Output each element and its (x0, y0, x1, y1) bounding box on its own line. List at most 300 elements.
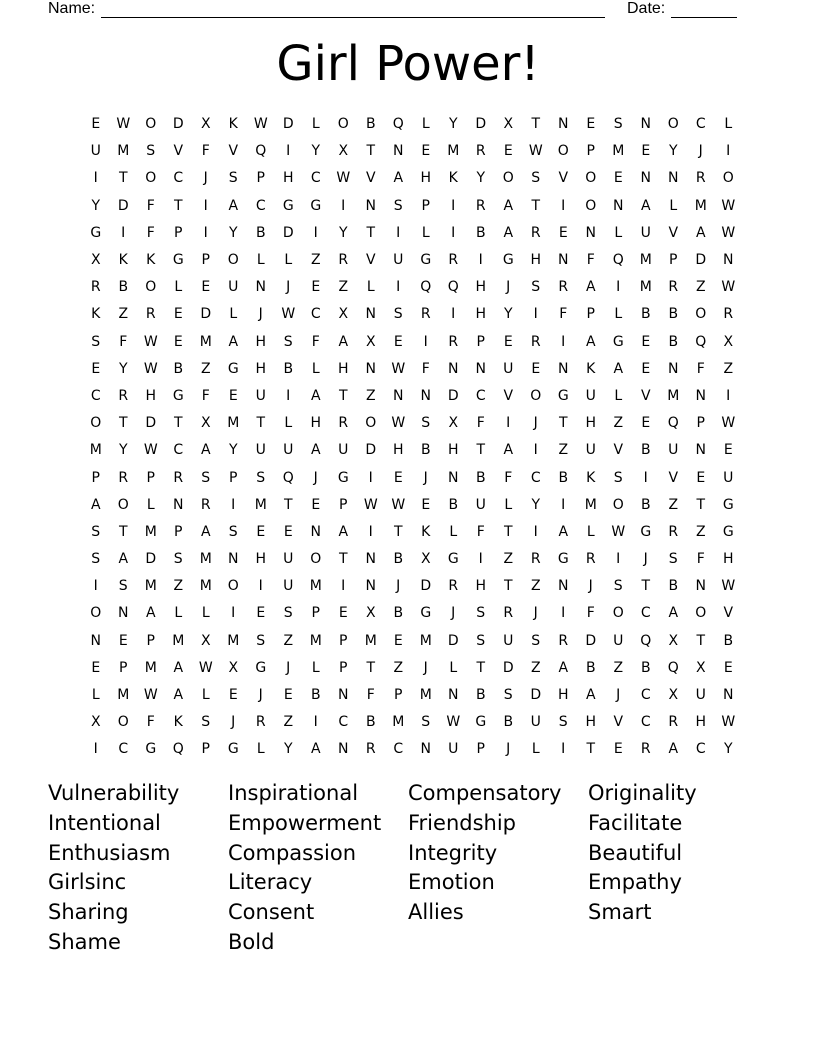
grid-letter[interactable]: O (365, 415, 377, 432)
grid-letter[interactable]: X (695, 659, 706, 676)
grid-letter[interactable]: O (667, 116, 679, 133)
grid-letter[interactable]: B (393, 605, 404, 622)
grid-letter[interactable]: U (283, 551, 294, 568)
grid-letter[interactable]: B (365, 116, 376, 133)
grid-letter[interactable]: E (173, 306, 183, 323)
grid-letter[interactable]: I (506, 415, 511, 432)
grid-letter[interactable]: R (530, 551, 541, 568)
grid-letter[interactable]: R (448, 252, 459, 269)
grid-letter[interactable]: S (668, 551, 678, 568)
grid-letter[interactable]: R (338, 252, 349, 269)
grid-letter[interactable]: Y (228, 224, 238, 241)
grid-letter[interactable]: Z (200, 360, 211, 377)
grid-letter[interactable]: E (283, 523, 293, 540)
grid-letter[interactable]: C (173, 442, 184, 459)
grid-letter[interactable]: B (640, 306, 651, 323)
grid-letter[interactable]: W (363, 496, 378, 513)
grid-letter[interactable]: T (118, 523, 128, 540)
grid-letter[interactable]: S (256, 632, 266, 649)
grid-letter[interactable]: P (339, 632, 348, 649)
grid-letter[interactable]: N (475, 360, 486, 377)
grid-letter[interactable]: K (448, 170, 458, 187)
grid-letter[interactable]: T (338, 551, 348, 568)
grid-letter[interactable]: I (561, 333, 566, 350)
grid-letter[interactable]: V (613, 714, 624, 731)
grid-letter[interactable]: G (227, 360, 239, 377)
grid-letter[interactable]: A (558, 659, 569, 676)
grid-letter[interactable]: P (311, 605, 320, 622)
grid-letter[interactable]: E (613, 741, 623, 758)
grid-letter[interactable]: Y (531, 496, 541, 513)
grid-letter[interactable]: A (585, 279, 596, 296)
grid-letter[interactable]: R (338, 415, 349, 432)
grid-letter[interactable]: C (173, 170, 184, 187)
grid-letter[interactable]: W (721, 578, 736, 595)
grid-letter[interactable]: E (503, 333, 513, 350)
grid-letter[interactable]: J (396, 578, 401, 595)
grid-letter[interactable]: P (669, 252, 678, 269)
date-blank-line[interactable] (671, 1, 737, 18)
grid-letter[interactable]: E (586, 116, 596, 133)
grid-letter[interactable]: B (365, 714, 376, 731)
grid-letter[interactable]: X (200, 632, 211, 649)
grid-letter[interactable]: N (558, 116, 569, 133)
grid-letter[interactable]: A (613, 360, 624, 377)
grid-letter[interactable]: M (584, 496, 597, 513)
grid-letter[interactable]: M (117, 687, 130, 704)
grid-letter[interactable]: U (283, 442, 294, 459)
grid-letter[interactable]: V (173, 143, 184, 160)
grid-letter[interactable]: N (585, 224, 596, 241)
grid-letter[interactable]: J (258, 687, 263, 704)
grid-letter[interactable]: R (255, 714, 266, 731)
grid-letter[interactable]: B (585, 659, 596, 676)
grid-letter[interactable]: Y (228, 442, 238, 459)
grid-letter[interactable]: R (640, 741, 651, 758)
grid-letter[interactable]: G (172, 252, 184, 269)
grid-letter[interactable]: G (145, 741, 157, 758)
grid-letter[interactable]: A (90, 496, 101, 513)
grid-letter[interactable]: U (228, 279, 239, 296)
grid-letter[interactable]: Z (393, 659, 404, 676)
grid-letter[interactable]: H (475, 306, 487, 323)
grid-letter[interactable]: Y (668, 143, 678, 160)
grid-letter[interactable]: T (531, 116, 541, 133)
grid-letter[interactable]: I (451, 306, 456, 323)
grid-letter[interactable]: O (117, 496, 129, 513)
grid-letter[interactable]: S (531, 632, 541, 649)
grid-letter[interactable]: J (451, 605, 456, 622)
grid-letter[interactable]: I (561, 741, 566, 758)
grid-letter[interactable]: U (90, 143, 101, 160)
grid-letter[interactable]: I (643, 469, 648, 486)
grid-letter[interactable]: Z (613, 659, 624, 676)
grid-letter[interactable]: N (448, 360, 459, 377)
grid-letter[interactable]: P (476, 741, 485, 758)
grid-letter[interactable]: X (338, 306, 349, 323)
grid-letter[interactable]: M (144, 578, 157, 595)
grid-letter[interactable]: Q (667, 415, 679, 432)
grid-letter[interactable]: R (503, 605, 514, 622)
grid-letter[interactable]: F (119, 333, 128, 350)
grid-letter[interactable]: C (530, 469, 541, 486)
grid-letter[interactable]: R (475, 197, 486, 214)
grid-letter[interactable]: O (585, 170, 597, 187)
grid-letter[interactable]: A (173, 687, 184, 704)
grid-letter[interactable]: X (668, 687, 679, 704)
grid-letter[interactable]: J (506, 741, 511, 758)
grid-letter[interactable]: Z (310, 252, 321, 269)
grid-letter[interactable]: N (558, 252, 569, 269)
grid-letter[interactable]: E (256, 605, 266, 622)
grid-letter[interactable]: I (533, 306, 538, 323)
grid-letter[interactable]: B (173, 360, 184, 377)
grid-letter[interactable]: Q (392, 116, 404, 133)
grid-letter[interactable]: E (91, 360, 101, 377)
grid-letter[interactable]: M (309, 632, 322, 649)
grid-letter[interactable]: P (174, 523, 183, 540)
grid-letter[interactable]: A (668, 605, 679, 622)
grid-letter[interactable]: C (338, 714, 349, 731)
grid-letter[interactable]: N (393, 387, 404, 404)
grid-letter[interactable]: Q (420, 279, 432, 296)
grid-letter[interactable]: H (447, 442, 459, 459)
grid-letter[interactable]: L (614, 306, 623, 323)
grid-letter[interactable]: P (146, 469, 155, 486)
grid-letter[interactable]: S (421, 714, 431, 731)
grid-letter[interactable]: K (118, 252, 128, 269)
grid-letter[interactable]: U (530, 714, 541, 731)
grid-letter[interactable]: U (640, 224, 651, 241)
grid-letter[interactable]: N (420, 387, 431, 404)
grid-letter[interactable]: I (616, 279, 621, 296)
grid-letter[interactable]: U (448, 741, 459, 758)
grid-letter[interactable]: E (641, 415, 651, 432)
grid-letter[interactable]: Y (448, 116, 458, 133)
grid-letter[interactable]: N (90, 632, 101, 649)
grid-letter[interactable]: S (146, 143, 156, 160)
grid-letter[interactable]: S (393, 197, 403, 214)
grid-letter[interactable]: U (255, 387, 266, 404)
grid-letter[interactable]: E (228, 387, 238, 404)
grid-letter[interactable]: M (392, 714, 405, 731)
grid-letter[interactable]: R (530, 224, 541, 241)
grid-letter[interactable]: I (341, 197, 346, 214)
grid-letter[interactable]: L (311, 116, 320, 133)
grid-letter[interactable]: E (228, 687, 238, 704)
grid-letter[interactable]: W (281, 306, 296, 323)
grid-letter[interactable]: G (640, 523, 652, 540)
grid-letter[interactable]: V (668, 224, 679, 241)
grid-letter[interactable]: O (227, 252, 239, 269)
grid-letter[interactable]: B (118, 279, 129, 296)
grid-letter[interactable]: H (475, 279, 487, 296)
grid-letter[interactable]: P (696, 415, 705, 432)
grid-letter[interactable]: W (721, 279, 736, 296)
grid-letter[interactable]: S (613, 116, 623, 133)
grid-letter[interactable]: P (476, 333, 485, 350)
grid-letter[interactable]: E (641, 333, 651, 350)
grid-letter[interactable]: S (421, 415, 431, 432)
grid-letter[interactable]: T (118, 170, 128, 187)
grid-letter[interactable]: N (613, 197, 624, 214)
grid-letter[interactable]: F (504, 469, 513, 486)
grid-letter[interactable]: J (423, 659, 428, 676)
grid-letter[interactable]: W (253, 116, 268, 133)
grid-letter[interactable]: R (558, 632, 569, 649)
grid-letter[interactable]: X (338, 143, 349, 160)
grid-letter[interactable]: L (256, 252, 265, 269)
grid-letter[interactable]: O (557, 143, 569, 160)
grid-letter[interactable]: I (313, 224, 318, 241)
grid-letter[interactable]: Y (503, 306, 513, 323)
grid-letter[interactable]: W (143, 360, 158, 377)
grid-letter[interactable]: G (502, 252, 514, 269)
grid-letter[interactable]: W (721, 714, 736, 731)
grid-letter[interactable]: I (93, 578, 98, 595)
grid-letter[interactable]: O (337, 116, 349, 133)
grid-letter[interactable]: I (726, 387, 731, 404)
grid-letter[interactable]: F (201, 143, 210, 160)
grid-letter[interactable]: P (394, 687, 403, 704)
grid-letter[interactable]: H (310, 415, 322, 432)
grid-letter[interactable]: C (475, 387, 486, 404)
grid-letter[interactable]: N (558, 578, 569, 595)
grid-letter[interactable]: W (391, 496, 406, 513)
grid-letter[interactable]: E (201, 279, 211, 296)
grid-letter[interactable]: F (696, 551, 705, 568)
grid-letter[interactable]: I (121, 224, 126, 241)
grid-letter[interactable]: U (503, 632, 514, 649)
grid-letter[interactable]: U (503, 360, 514, 377)
grid-letter[interactable]: B (640, 496, 651, 513)
grid-letter[interactable]: W (143, 333, 158, 350)
grid-letter[interactable]: L (284, 252, 293, 269)
grid-letter[interactable]: Y (338, 224, 348, 241)
grid-letter[interactable]: Z (558, 442, 569, 459)
grid-letter[interactable]: W (116, 116, 131, 133)
grid-letter[interactable]: K (228, 116, 238, 133)
grid-letter[interactable]: L (174, 279, 183, 296)
grid-letter[interactable]: P (339, 496, 348, 513)
grid-letter[interactable]: T (366, 224, 376, 241)
grid-letter[interactable]: I (561, 197, 566, 214)
grid-letter[interactable]: L (449, 659, 458, 676)
grid-letter[interactable]: G (255, 659, 267, 676)
grid-letter[interactable]: Z (283, 714, 294, 731)
grid-letter[interactable]: M (172, 632, 185, 649)
grid-letter[interactable]: H (585, 415, 597, 432)
grid-letter[interactable]: C (640, 605, 651, 622)
grid-letter[interactable]: D (502, 659, 514, 676)
grid-letter[interactable]: C (310, 170, 321, 187)
grid-letter[interactable]: T (531, 197, 541, 214)
grid-letter[interactable]: J (231, 714, 236, 731)
grid-letter[interactable]: E (421, 143, 431, 160)
grid-letter[interactable]: A (338, 333, 349, 350)
grid-letter[interactable]: A (338, 523, 349, 540)
grid-letter[interactable]: L (311, 659, 320, 676)
grid-letter[interactable]: S (503, 687, 513, 704)
grid-letter[interactable]: A (228, 333, 239, 350)
grid-letter[interactable]: H (557, 687, 569, 704)
grid-letter[interactable]: X (420, 551, 431, 568)
grid-letter[interactable]: R (448, 578, 459, 595)
grid-letter[interactable]: H (695, 714, 707, 731)
grid-letter[interactable]: Z (503, 551, 514, 568)
grid-letter[interactable]: N (118, 605, 129, 622)
grid-letter[interactable]: G (557, 387, 569, 404)
grid-letter[interactable]: C (393, 741, 404, 758)
grid-letter[interactable]: I (533, 442, 538, 459)
grid-letter[interactable]: U (723, 469, 734, 486)
grid-letter[interactable]: O (695, 605, 707, 622)
grid-letter[interactable]: B (640, 442, 651, 459)
grid-letter[interactable]: V (668, 469, 679, 486)
grid-letter[interactable]: V (365, 170, 376, 187)
grid-letter[interactable]: M (447, 143, 460, 160)
grid-letter[interactable]: L (229, 306, 238, 323)
grid-letter[interactable]: R (695, 170, 706, 187)
grid-letter[interactable]: E (558, 224, 568, 241)
grid-letter[interactable]: D (145, 415, 157, 432)
name-blank-line[interactable] (101, 1, 605, 18)
grid-letter[interactable]: C (695, 116, 706, 133)
grid-letter[interactable]: E (503, 143, 513, 160)
grid-letter[interactable]: I (286, 387, 291, 404)
grid-letter[interactable]: M (364, 632, 377, 649)
grid-letter[interactable]: R (118, 469, 129, 486)
grid-letter[interactable]: D (585, 632, 597, 649)
grid-letter[interactable]: W (198, 659, 213, 676)
grid-letter[interactable]: K (421, 523, 431, 540)
grid-letter[interactable]: N (365, 360, 376, 377)
grid-letter[interactable]: S (476, 632, 486, 649)
grid-letter[interactable]: E (338, 605, 348, 622)
grid-letter[interactable]: R (173, 469, 184, 486)
grid-letter[interactable]: E (393, 469, 403, 486)
grid-letter[interactable]: J (588, 578, 593, 595)
grid-letter[interactable]: M (419, 687, 432, 704)
grid-letter[interactable]: X (200, 415, 211, 432)
grid-letter[interactable]: H (475, 578, 487, 595)
grid-letter[interactable]: N (338, 687, 349, 704)
grid-letter[interactable]: X (200, 116, 211, 133)
grid-letter[interactable]: Z (695, 279, 706, 296)
grid-letter[interactable]: V (503, 387, 514, 404)
grid-letter[interactable]: W (143, 442, 158, 459)
grid-letter[interactable]: U (338, 442, 349, 459)
grid-letter[interactable]: L (614, 224, 623, 241)
grid-letter[interactable]: H (392, 442, 404, 459)
grid-letter[interactable]: Y (118, 360, 128, 377)
grid-letter[interactable]: A (310, 442, 321, 459)
grid-letter[interactable]: G (612, 333, 624, 350)
grid-letter[interactable]: C (90, 387, 101, 404)
grid-letter[interactable]: E (723, 659, 733, 676)
grid-letter[interactable]: T (503, 523, 513, 540)
grid-letter[interactable]: H (255, 551, 267, 568)
grid-letter[interactable]: S (228, 523, 238, 540)
grid-letter[interactable]: P (146, 632, 155, 649)
grid-letter[interactable]: H (420, 170, 432, 187)
grid-letter[interactable]: R (475, 143, 486, 160)
grid-letter[interactable]: S (256, 469, 266, 486)
grid-letter[interactable]: D (447, 387, 459, 404)
grid-letter[interactable]: G (310, 197, 322, 214)
grid-letter[interactable]: N (228, 551, 239, 568)
grid-letter[interactable]: M (639, 279, 652, 296)
grid-letter[interactable]: L (146, 496, 155, 513)
grid-letter[interactable]: H (530, 252, 542, 269)
grid-letter[interactable]: O (117, 714, 129, 731)
grid-letter[interactable]: E (91, 116, 101, 133)
grid-letter[interactable]: G (420, 252, 432, 269)
grid-letter[interactable]: K (586, 469, 596, 486)
grid-letter[interactable]: H (255, 360, 267, 377)
grid-letter[interactable]: A (228, 197, 239, 214)
grid-letter[interactable]: X (503, 116, 514, 133)
grid-letter[interactable]: N (695, 442, 706, 459)
grid-letter[interactable]: X (365, 605, 376, 622)
grid-letter[interactable]: V (613, 442, 624, 459)
grid-letter[interactable]: M (639, 252, 652, 269)
grid-letter[interactable]: B (475, 469, 486, 486)
grid-letter[interactable]: A (503, 442, 514, 459)
grid-letter[interactable]: W (721, 224, 736, 241)
grid-letter[interactable]: R (668, 279, 679, 296)
grid-letter[interactable]: J (616, 687, 621, 704)
grid-letter[interactable]: Z (118, 306, 129, 323)
grid-letter[interactable]: S (173, 551, 183, 568)
grid-letter[interactable]: P (339, 659, 348, 676)
grid-letter[interactable]: E (531, 360, 541, 377)
grid-letter[interactable]: S (613, 469, 623, 486)
grid-letter[interactable]: J (286, 279, 291, 296)
grid-letter[interactable]: P (91, 469, 100, 486)
grid-letter[interactable]: T (696, 496, 706, 513)
grid-letter[interactable]: A (173, 659, 184, 676)
grid-letter[interactable]: R (585, 551, 596, 568)
grid-letter[interactable]: W (611, 523, 626, 540)
grid-letter[interactable]: M (199, 333, 212, 350)
grid-letter[interactable]: L (201, 605, 210, 622)
grid-letter[interactable]: S (558, 714, 568, 731)
grid-letter[interactable]: F (559, 306, 568, 323)
grid-letter[interactable]: B (475, 224, 486, 241)
grid-letter[interactable]: M (117, 143, 130, 160)
grid-letter[interactable]: T (476, 442, 486, 459)
grid-letter[interactable]: Y (311, 143, 321, 160)
grid-letter[interactable]: Z (668, 496, 679, 513)
grid-letter[interactable]: Q (695, 333, 707, 350)
grid-letter[interactable]: I (478, 252, 483, 269)
grid-letter[interactable]: E (723, 442, 733, 459)
grid-letter[interactable]: R (668, 714, 679, 731)
grid-letter[interactable]: X (723, 333, 734, 350)
grid-letter[interactable]: P (421, 197, 430, 214)
grid-letter[interactable]: H (282, 170, 294, 187)
grid-letter[interactable]: O (530, 387, 542, 404)
grid-letter[interactable]: T (338, 387, 348, 404)
grid-letter[interactable]: O (310, 551, 322, 568)
grid-letter[interactable]: L (421, 224, 430, 241)
grid-letter[interactable]: N (668, 170, 679, 187)
grid-letter[interactable]: X (448, 415, 459, 432)
grid-letter[interactable]: D (695, 252, 707, 269)
grid-letter[interactable]: M (612, 143, 625, 160)
grid-letter[interactable]: V (723, 605, 734, 622)
